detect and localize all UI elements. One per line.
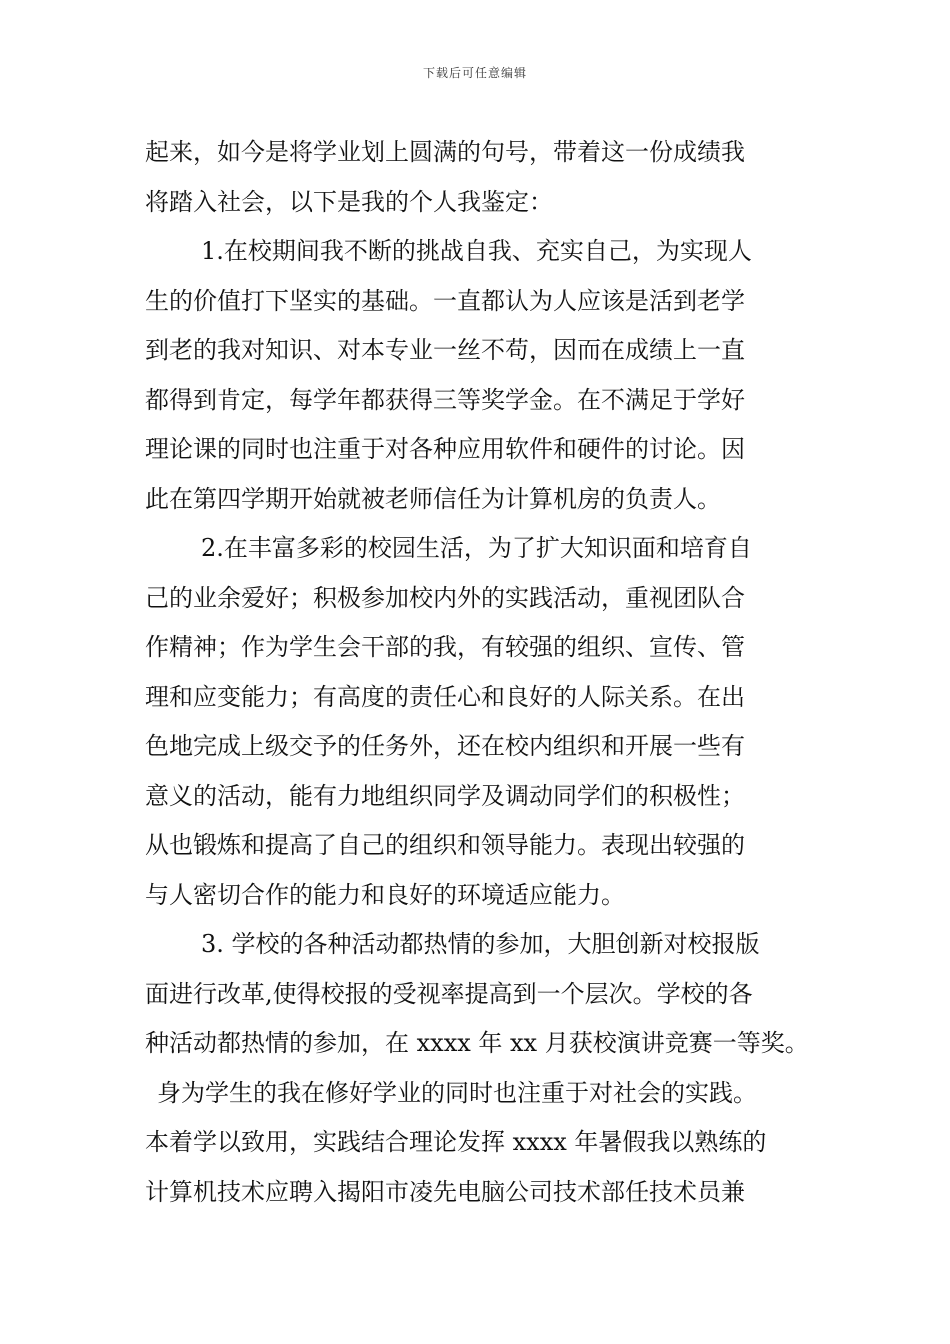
text-line: 到老的我对知识、对本专业一丝不苟，因而在成绩上一直: [145, 336, 745, 364]
text-line: 色地完成上级交予的任务外，还在校内组织和开展一些有: [145, 732, 745, 760]
page-header: 下载后可任意编辑: [422, 66, 527, 80]
paragraph-3-start: 3. 学校的各种活动都热情的参加，大胆创新对校报版: [201, 930, 760, 958]
text-line: 计算机技术应聘入揭阳市凌先电脑公司技术部任技术员兼: [145, 1177, 745, 1206]
text-line: 理论课的同时也注重于对各种应用软件和硬件的讨论。因: [145, 435, 745, 463]
text-line: 都得到肯定，每学年都获得三等奖学金。在不满足于学好: [145, 385, 745, 414]
paragraph-2-start: 2.在丰富多彩的校园生活，为了扩大知识面和培育自: [201, 534, 752, 562]
text-line: 意义的活动，能有力地组织同学及调动同学们的积极性；: [145, 781, 745, 810]
text-line: 作精神；作为学生会干部的我，有较强的组织、宣传、管: [145, 633, 745, 661]
text-line: 从也锻炼和提高了自己的组织和领导能力。表现出较强的: [145, 831, 745, 859]
text-line: 面进行改革,使得校报的受视率提高到一个层次。学校的各: [145, 979, 753, 1008]
text-line: 起来，如今是将学业划上圆满的句号，带着这一份成绩我: [145, 138, 745, 166]
text-line: 本着学以致用，实践结合理论发挥 xxxx 年暑假我以熟练的: [145, 1128, 767, 1156]
text-line: 将踏入社会，以下是我的个人我鉴定：: [145, 187, 553, 216]
paragraph-1-start: 1.在校期间我不断的挑战自我、充实自己，为实现人: [201, 237, 752, 265]
document-body: [145, 128, 825, 1217]
text-line: 此在第四学期开始就被老师信任为计算机房的负责人。: [145, 484, 721, 513]
text-line: 身为学生的我在修好学业的同时也注重于对社会的实践。: [157, 1078, 757, 1107]
text-line: 与人密切合作的能力和良好的环境适应能力。: [145, 880, 625, 909]
text-line: 己的业余爱好；积极参加校内外的实践活动，重视团队合: [145, 583, 745, 612]
text-line: 生的价值打下坚实的基础。一直都认为人应该是活到老学: [145, 286, 745, 315]
text-line: 种活动都热情的参加，在 xxxx 年 xx 月获校演讲竞赛一等奖。: [145, 1029, 809, 1057]
text-line: 理和应变能力；有高度的责任心和良好的人际关系。在出: [145, 682, 745, 711]
